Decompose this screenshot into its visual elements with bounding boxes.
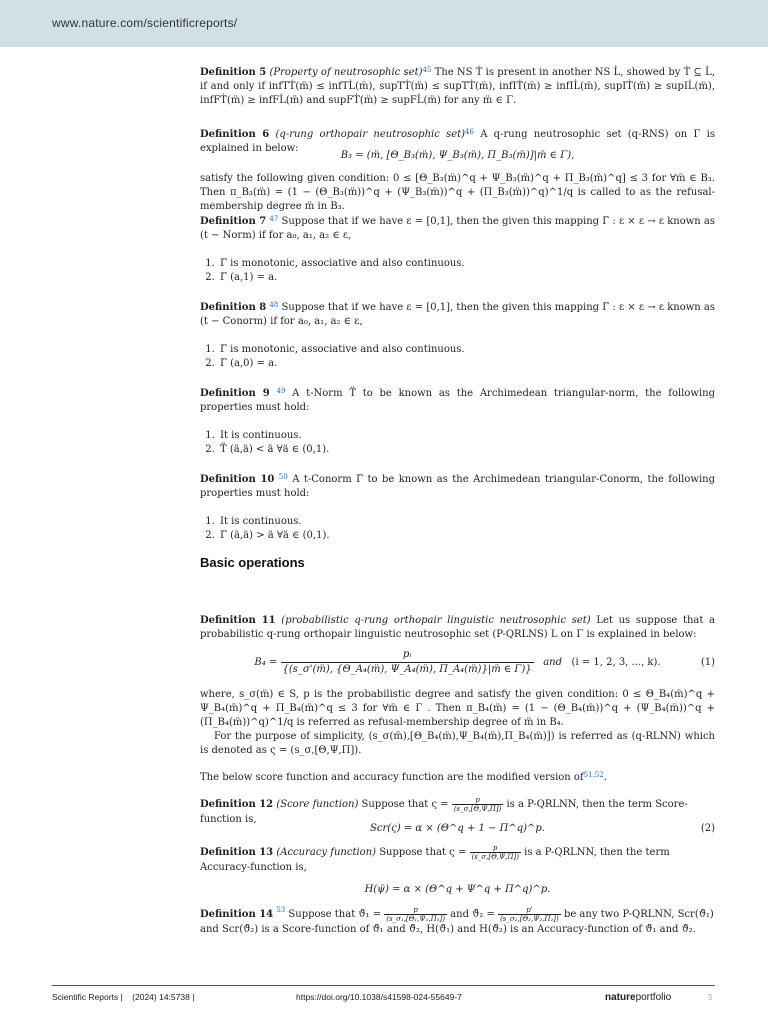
equation-number: (2) <box>700 823 715 834</box>
definition-text: Suppose that if we have ε = [0,1], then the given this mapping Γ̈ : ε × ε → ε known as (t − Norm) if for a₀, a₁, a₂ ∈ ε, <box>200 216 715 241</box>
equation-2 <box>200 822 715 836</box>
definition-heading: Definition 5 <box>200 67 267 78</box>
citation-link[interactable]: 49 <box>276 387 286 395</box>
definition-text: A t-Conorm Γ̈ to be known as the Archimedean triangular-Conorm, the following properties must hold: <box>200 474 716 499</box>
definition-8 <box>200 301 715 329</box>
definition-text: A q-rung neutrosophic set (q-RNS) on Γ is explained in below: <box>200 129 715 154</box>
equation-b3: B₃ = (m̈, [Θ_B₃(m̈), Ψ_B₃(m̈), Π_B₃(m̈)]|m̈ ∈ Γ), <box>340 150 575 161</box>
definition-10 <box>200 473 715 501</box>
definition-text: is a P-QRLNN, then the term Score-function is, <box>200 799 688 825</box>
inline-fraction <box>452 796 503 813</box>
definition-title: (Accuracy function) <box>276 847 377 858</box>
definition-text: and ϑ̈₂ = <box>450 909 499 920</box>
brand-bold: nature <box>605 992 636 1003</box>
fraction-numerator: p <box>384 906 447 915</box>
definition-6-condition: satisfy the following given condition: 0 ≤ [Θ_B₃(m̈)^q + Ψ_B₃(m̈)^q + Π_B₃(m̈)^q] ≤ 3 for ∀m̈ ∈ B₃. Then π_B₃(m̈) = (1 − (Θ_B₃(m̈))^q + (Ψ_B₃(m̈))^q + (Π_B₃(m̈))^q)^1/q is called to as the refusal-membership degree m̈ in B₃. <box>200 173 715 212</box>
section-heading: Basic operations <box>200 555 305 570</box>
definition-heading: Definition 13 <box>200 847 274 858</box>
note-text: The below score function and accuracy function are the modified version of <box>200 772 584 783</box>
journal-url-link[interactable]: www.nature.com/scientificreports/ <box>52 16 238 30</box>
equation-number: (1) <box>700 657 715 668</box>
citation-link[interactable]: 51,52 <box>583 771 604 779</box>
equation-accuracy: H(ψ̈) = α × (Θ^q + Ψ^q + Π^q)^p. <box>364 884 551 895</box>
definition-heading: Definition 6 <box>200 129 270 140</box>
definition-9 <box>200 387 715 415</box>
definition-text: be any two P-QRLNN, Scr(ϑ̈₁) and Scr(ϑ̈₂) is a Score-function of ϑ̈₁ and ϑ̈₂, H(ϑ̈₁) and H(ϑ̈₂) is an Accuracy-function of ϑ̈₁ and ϑ̈₂. <box>200 909 714 935</box>
citation-link[interactable]: 45 <box>422 66 432 74</box>
fraction-denominator: (s_σ,[Θ,Ψ,Π]) <box>453 805 502 813</box>
definition-text: Suppose that ς = <box>358 799 452 810</box>
citation-link[interactable]: 46 <box>465 128 474 136</box>
journal-header-bar <box>0 0 768 47</box>
definition-text: A t-Norm T̈ to be known as the Archimedean triangular-norm, the following properties must hold: <box>200 388 715 413</box>
list-item: 2. Γ̈ (a,1) = a. <box>218 271 715 285</box>
definition-11-where: where, s_σ(m̈) ∈ S, p is the probabilistic degree and satisfy the given condition: 0 ≤ Θ_B₄(m̈)^q + Ψ_B₄(m̈)^q + Π_B₄(m̈)^q ≤ 3 for ∀m̈ ∈ Γ . Then π_B₄(m̈) = (1 − (Θ_B₄(m̈))^q + (Ψ_B₄(m̈))^q + (Π_B₄(m̈))^q)^1/q is referred as refusal-membership degree of m̈ in B₄. <box>200 689 715 728</box>
brand-rest: portfolio <box>635 992 672 1003</box>
equation-1 <box>200 648 715 680</box>
definition-text: The NS Ṫ is present in another NS L̇, showed by Ṫ ⊆ L̇, if and only if infTṪ(m̈) ≤ infTL̇(m̈), supTṪ(m̈) ≤ supTṪ(m̈), infIṪ(m̈) ≥ infIL̇(m̈), supIṪ(m̈) ≥ supIL̇(m̈), infFṪ(m̈) ≥ infFL̇(m̈) and supFṪ(m̈) ≥ supFL̇(m̈) for any m̈ ∈ Γ. <box>200 67 715 106</box>
equation-score: Scr(ς) = α × (Θ^q + 1 − Π^q)^p. <box>370 823 545 834</box>
fraction-denominator: (s_σ₁,[Θ₁,Ψ₁,Π₁]) <box>386 915 445 923</box>
list-item: 1. It is continuous. <box>218 515 715 529</box>
definition-7-list <box>200 257 715 285</box>
list-item: 2. T̈ (ä,ä) < ä ∀ä ∈ (0,1). <box>218 443 715 457</box>
definition-11 <box>200 614 715 642</box>
list-item: 1. Γ̈ is monotonic, associative and also continuous. <box>218 257 715 271</box>
footer-citation <box>52 992 194 1002</box>
list-item: 1. Γ̈ is monotonic, associative and also continuous. <box>218 343 715 357</box>
equation-lhs: B₄ = <box>254 657 278 668</box>
list-item: 2. Γ̈ (a,0) = a. <box>218 357 715 371</box>
definition-heading: Definition 7 <box>200 216 267 227</box>
page-number: 5 <box>708 993 713 1002</box>
equation-range: (i = 1, 2, 3, ..., k). <box>571 657 661 668</box>
definition-7 <box>200 215 715 243</box>
fraction-denominator: (s_σ,[Θ,Ψ,Π]) <box>471 853 519 861</box>
definition-text: is a P-QRLNN, then the term Accuracy-function is, <box>200 847 670 873</box>
modified-version-note <box>200 771 715 785</box>
fraction-numerator: p <box>452 796 503 805</box>
inline-fraction <box>470 844 521 861</box>
definition-title: (probabilistic q-rung orthopair linguistic neutrosophic set) <box>281 615 591 626</box>
definition-heading: Definition 8 <box>200 302 267 313</box>
definition-title: (Score function) <box>276 799 359 810</box>
definition-10-list <box>200 515 715 543</box>
footer-brand-logo <box>605 992 671 1003</box>
inline-fraction <box>498 906 561 923</box>
definition-11-simplicity: For the purpose of simplicity, (s_σ(m̈),[Θ_B₄(m̈),Ψ_B₄(m̈),Π_B₄(m̈)]) is referred as (q-RLNN) which is denoted as ς = (s_σ,[Θ,Ψ,Π]). <box>200 731 715 756</box>
note-end: . <box>603 772 607 783</box>
fraction-denominator: {(s_σ'(m̈), {Θ_A₄(m̈), Ψ_A₄(m̈), Π_A₄(m̈)}|m̈ ∈ Γ)} <box>282 664 532 675</box>
definition-text: Suppose that ς = <box>376 847 470 858</box>
citation-link[interactable]: 50 <box>278 473 288 481</box>
definition-heading: Definition 14 <box>200 909 274 920</box>
citation-link[interactable]: 47 <box>269 215 279 223</box>
footer-doi-link[interactable]: https://doi.org/10.1038/s41598-024-55649-7 <box>296 992 462 1002</box>
footer-volume: (2024) 14:5738 | <box>132 992 195 1002</box>
citation-link[interactable]: 53 <box>276 906 286 914</box>
fraction-numerator: pᵢ <box>281 648 534 663</box>
definition-heading: Definition 11 <box>200 615 276 626</box>
list-item: 2. Γ̈ (ä,ä) > ä ∀ä ∈ (0,1). <box>218 529 715 543</box>
definition-9-list <box>200 429 715 457</box>
fraction-numerator: p <box>470 844 521 853</box>
citation-link[interactable]: 48 <box>269 301 279 309</box>
equation-fraction <box>281 648 534 677</box>
equation-and: and <box>543 657 562 668</box>
inline-fraction <box>384 906 447 923</box>
definition-title: (Property of neutrosophic set) <box>269 67 423 78</box>
definition-heading: Definition 12 <box>200 799 274 810</box>
definition-14 <box>200 906 715 937</box>
footer-journal: Scientific Reports | <box>52 992 123 1002</box>
list-item: 1. It is continuous. <box>218 429 715 443</box>
definition-13 <box>200 844 715 875</box>
fraction-numerator: p' <box>498 906 561 915</box>
fraction-denominator: (s_σ₂,[Θ₂,Ψ₂,Π₂]) <box>500 915 559 923</box>
definition-text: Suppose that if we have ε = [0,1], then the given this mapping Γ̈ : ε × ε → ε known as (t − Conorm) if for a₀, a₁, a₂ ∈ ε, <box>200 302 715 327</box>
definition-text: Suppose that ϑ̈₁ = <box>285 909 385 920</box>
footer-divider <box>52 985 715 986</box>
definition-8-list <box>200 343 715 371</box>
definition-heading: Definition 9 <box>200 388 270 399</box>
definition-5 <box>200 66 715 108</box>
definition-title: (q-rung orthopair neutrosophic set) <box>275 129 466 140</box>
definition-heading: Definition 10 <box>200 474 275 485</box>
definition-text: Let us suppose that a probabilistic q-rung orthopair linguistic neutrosophic set (P-QRLNS) L on Γ is explained in below: <box>200 615 716 640</box>
